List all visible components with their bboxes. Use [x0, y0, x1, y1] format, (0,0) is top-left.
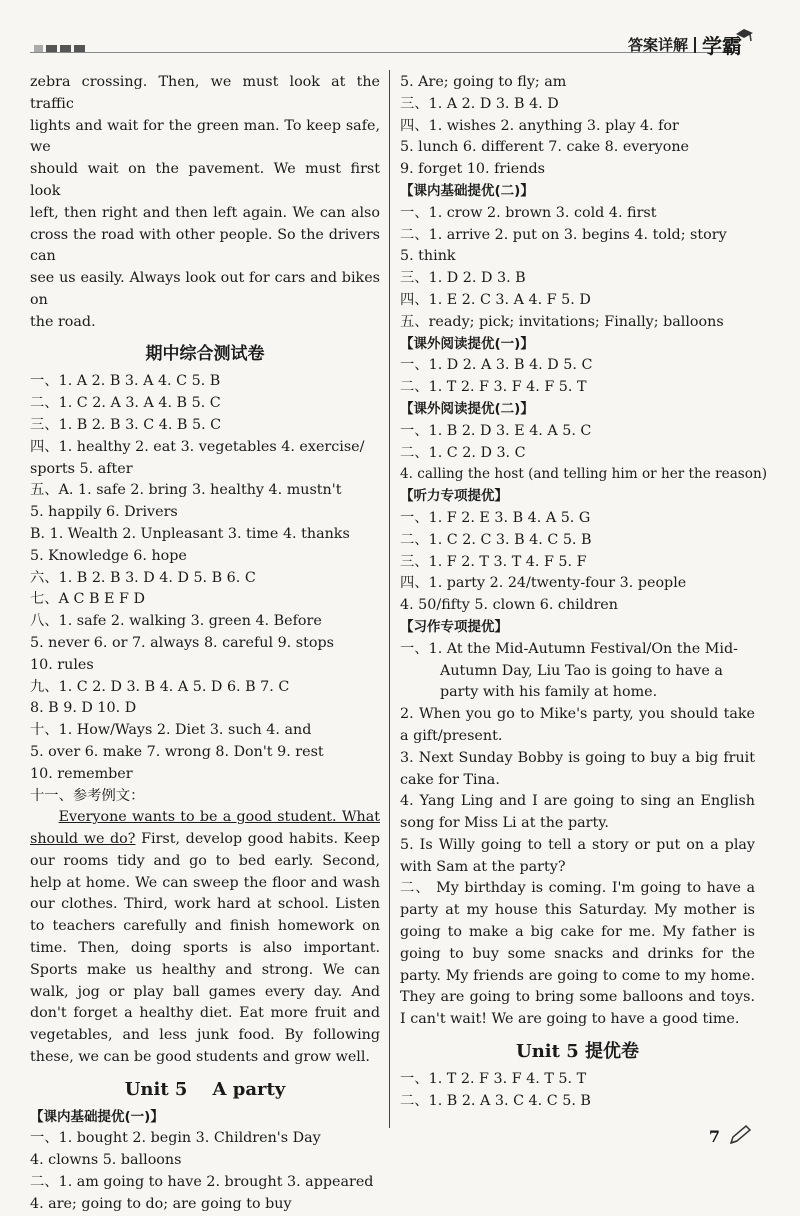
answer-paragraph: 3. Next Sunday Bobby is going to buy a big fruit cake for Tina. — [400, 749, 755, 788]
page-header — [0, 0, 800, 56]
answer-line: 一、1. B 2. D 3. E 4. A 5. C — [400, 422, 592, 439]
section-heading: 【课外阅读提优(一)】 — [400, 335, 534, 352]
answer-line: 5. Are; going to fly; am — [400, 74, 567, 90]
answer-line: 二、1. C 2. C 3. B 4. C 5. B — [400, 531, 592, 548]
header-brand: 学霸 — [702, 34, 742, 58]
answer-line: 五、ready; pick; invitations; Finally; balloons — [400, 313, 724, 330]
answer-line: 5. think — [400, 248, 456, 265]
answer-line: 4. are; going to do; are going to buy — [30, 1195, 292, 1212]
text-line: lights and wait for the green man. To keep safe, we — [30, 117, 380, 156]
column-divider — [389, 70, 390, 1128]
essay-question: Everyone wants to be a good student. What should we do? — [30, 809, 380, 848]
answer-line: 4. clowns 5. balloons — [30, 1152, 182, 1169]
answer-line: party with his family at home. — [440, 684, 658, 701]
answer-line: 十一、参考例文： — [30, 787, 145, 804]
header-separator — [694, 37, 696, 53]
answer-line: 4. calling the host (and telling him or her the reason) — [400, 466, 768, 483]
answer-line: 六、1. B 2. B 3. D 4. D 5. B 6. C — [30, 569, 256, 586]
answer-line: 八、1. safe 2. walking 3. green 4. Before — [30, 613, 322, 630]
answer-line: 5. lunch 6. different 7. cake 8. everyone — [400, 139, 690, 156]
answer-line: 七、A C B E F D — [30, 591, 145, 608]
left-column — [30, 72, 380, 1216]
answer-line: 10. remember — [30, 765, 133, 782]
answer-line: 二、1. am going to have 2. brought 3. appeared — [30, 1174, 374, 1191]
answer-line: 二、1. arrive 2. put on 3. begins 4. told; story — [400, 226, 727, 243]
answer-line: 4. 50/fifty 5. clown 6. children — [400, 597, 618, 614]
answer-line: 三、1. A 2. D 3. B 4. D — [400, 95, 559, 112]
answer-paragraph: 2. When you go to Mike's party, you should take a gift/present. — [400, 706, 755, 744]
answer-line: 四、1. healthy 2. eat 3. vegetables 4. exercise/ — [30, 438, 365, 455]
answer-line: 二、1. C 2. D 3. C — [400, 444, 526, 461]
answer-line: 8. B 9. D 10. D — [30, 700, 137, 717]
intro-paragraph — [30, 72, 380, 334]
sample-essay — [30, 807, 380, 1069]
text-line: left, then right and then left again. We can also — [30, 204, 380, 221]
answer-line: 二、1. C 2. A 3. A 4. B 5. C — [30, 395, 221, 412]
answer-line: 二、1. T 2. F 3. F 4. F 5. T — [400, 379, 587, 396]
answer-line: 三、1. D 2. D 3. B — [400, 270, 526, 287]
answer-line: Autumn Day, Liu Tao is going to have a — [440, 662, 723, 679]
header-label: 答案详解 — [627, 36, 688, 54]
unit-test-title: Unit 5 提优卷 — [516, 1041, 639, 1063]
answer-line: 一、1. T 2. F 3. F 4. T 5. T — [400, 1070, 587, 1087]
section-heading: 【听力专项提优】 — [400, 488, 508, 505]
essay-body: First, develop good habits. Keep our rooms tidy and go to bed early. Second, help at home. We can sweep the floor and wash our clothes. Third, work hard at school. Listen to teachers carefully and finish homework on time. Then, doing sports is also important. Sports make us healthy and strong. We can walk, jog or play ball games every day. And don't forget a healthy diet. Eat more fruit and vegetables, and less junk food. By following these, we can be good students and grow well. — [30, 831, 381, 1066]
text-line: should wait on the pavement. We must first look — [30, 161, 380, 199]
answer-line: 三、1. F 2. T 3. T 4. F 5. F — [400, 553, 587, 570]
section-heading: 【课内基础提优(一)】 — [30, 1108, 164, 1125]
section-heading: 【习作专项提优】 — [400, 618, 508, 635]
answer-line: 一、1. At the Mid-Autumn Festival/On the Mid- — [400, 640, 738, 657]
text-line: the road. — [30, 313, 96, 330]
answer-line: 十、1. How/Ways 2. Diet 3. such 4. and — [30, 722, 312, 739]
answer-line: 10. rules — [30, 656, 94, 673]
answer-line: 一、1. A 2. B 3. A 4. C 5. B — [30, 373, 221, 390]
answer-line: 9. forget 10. friends — [400, 161, 545, 178]
answer-line: 四、1. party 2. 24/twenty-four 3. people — [400, 575, 687, 592]
answer-line: 一、1. D 2. A 3. B 4. D 5. C — [400, 357, 593, 374]
answer-line: 九、1. C 2. D 3. B 4. A 5. D 6. B 7. C — [30, 678, 290, 695]
answer-line: B. 1. Wealth 2. Unpleasant 3. time 4. thanks — [30, 525, 350, 542]
header-decoration — [34, 45, 85, 52]
text-line: zebra crossing. Then, we must look at the traffic — [30, 74, 380, 112]
unit-answers — [30, 1128, 380, 1215]
answer-line: 三、1. B 2. B 3. C 4. B 5. C — [30, 416, 222, 433]
writing-essay: 二、 My birthday is coming. I'm going to have a party at my house this Saturday. My mother is going to make a big cake for me. My father is going to buy some snacks and drinks for the party. My friends are going to come to my home. They are going to bring some balloons and toys. I can't wait! We are going to have a good time. — [400, 880, 755, 1028]
section-heading: 【课内基础提优(二)】 — [400, 182, 534, 199]
answer-line: 5. never 6. or 7. always 8. careful 9. stops — [30, 634, 334, 651]
midterm-title: 期中综合测试卷 — [145, 343, 265, 364]
unit-title: Unit 5 A party — [124, 1078, 286, 1100]
answer-line: 5. over 6. make 7. wrong 8. Don't 9. rest — [30, 743, 324, 760]
answer-line: 5. Knowledge 6. hope — [30, 547, 187, 564]
header-title — [628, 30, 742, 59]
answer-line: 5. happily 6. Drivers — [30, 504, 178, 521]
section-heading: 【课外阅读提优(二)】 — [400, 400, 534, 417]
answer-line: 四、1. E 2. C 3. A 4. F 5. D — [400, 291, 591, 308]
answer-line: 一、1. F 2. E 3. B 4. A 5. G — [400, 509, 591, 526]
graduation-cap-icon — [734, 26, 754, 46]
text-line: see us easily. Always look out for cars and bikes on — [30, 270, 380, 308]
answer-line: 五、A. 1. safe 2. bring 3. healthy 4. mustn't — [30, 482, 342, 499]
answer-line: 一、1. bought 2. begin 3. Children's Day — [30, 1130, 321, 1147]
answer-line: 四、1. wishes 2. anything 3. play 4. for — [400, 117, 679, 134]
answer-line: 二、1. B 2. A 3. C 4. C 5. B — [400, 1092, 591, 1109]
answer-paragraph: 5. Is Willy going to tell a story or put on a play with Sam at the party? — [400, 836, 755, 875]
page-number: 7 — [708, 1127, 720, 1146]
answer-line: 一、1. crow 2. brown 3. cold 4. first — [400, 204, 657, 221]
answer-paragraph: 4. Yang Ling and I are going to sing an English song for Miss Li at the party. — [400, 793, 755, 832]
text-line: cross the road with other people. So the drivers can — [30, 226, 380, 265]
right-column — [400, 72, 768, 1112]
pencil-icon — [728, 1124, 754, 1146]
answer-line: sports 5. after — [30, 460, 133, 477]
midterm-answers — [30, 371, 380, 807]
